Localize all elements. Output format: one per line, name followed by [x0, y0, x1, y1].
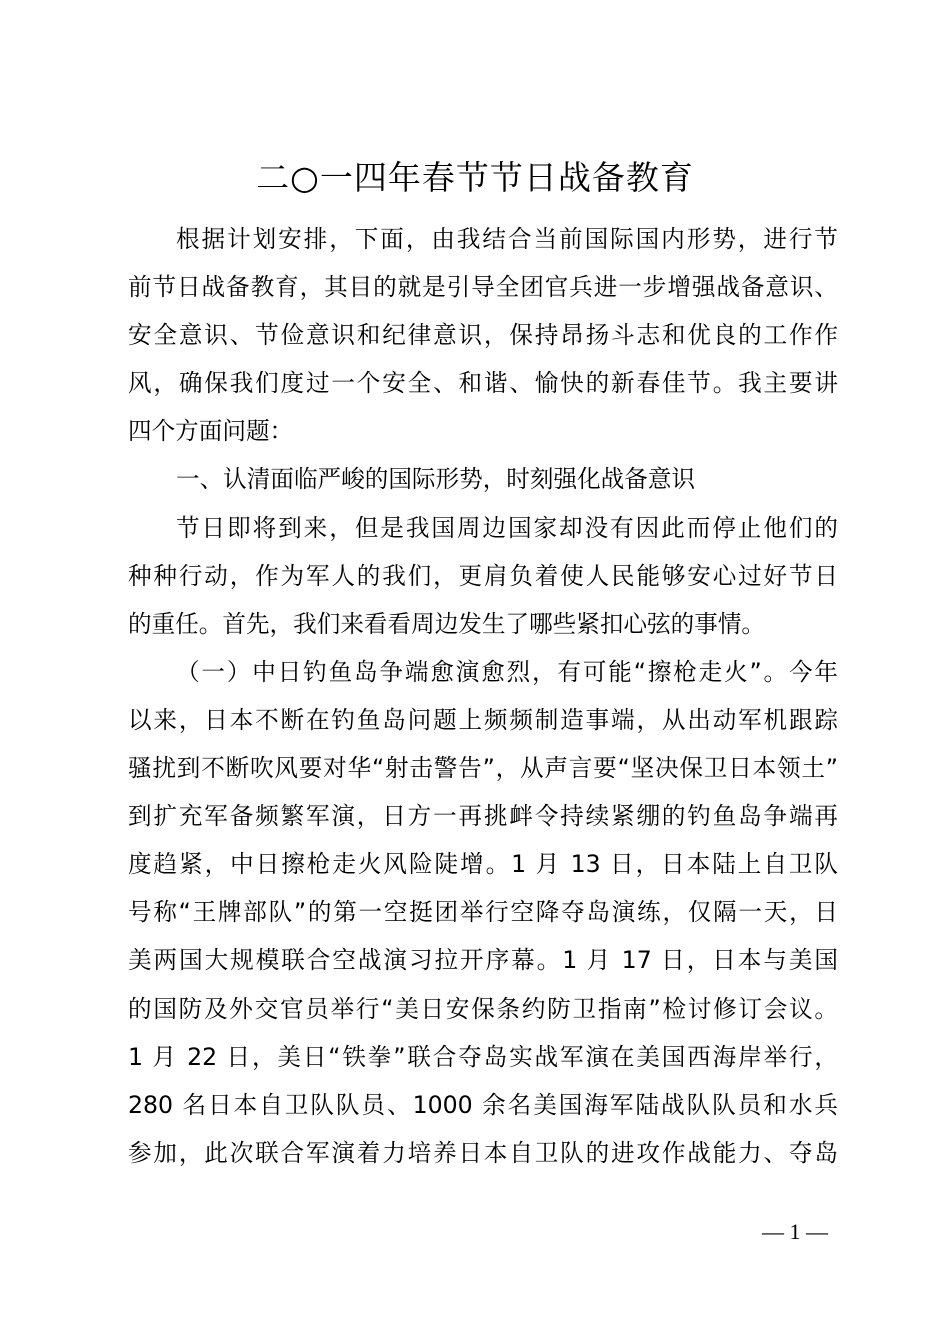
paragraph-line: 以来，日本不断在钓鱼岛问题上频频制造事端，从出动军机跟踪 [128, 705, 838, 734]
paragraph-line: 风，确保我们度过一个安全、和谐、愉快的新春佳节。我主要讲 [128, 369, 838, 398]
paragraph-line: 280 名日本自卫队队员、1000 余名美国海军陆战队队员和水兵 [128, 1090, 838, 1119]
paragraph-line: 号称“王牌部队”的第一空挺团举行空降夺岛演练，仅隔一天，日 [128, 898, 838, 927]
paragraph-line: 前节日战备教育，其目的就是引导全团官兵进一步增强战备意识、 [128, 273, 838, 302]
paragraph-line: 根据计划安排，下面，由我结合当前国际国内形势，进行节 [176, 225, 838, 253]
paragraph-line: 四个方面问题： [128, 417, 294, 446]
paragraph-line: 的重任。首先，我们来看看周边发生了哪些紧扣心弦的事情。 [128, 609, 766, 638]
paragraph-line: 1 月 22 日，美日“铁拳”联合夺岛实战军演在美国西海岸举行， [128, 1042, 838, 1071]
paragraph-line: 节日即将到来，但是我国周边国家却没有因此而停止他们的 [176, 513, 838, 542]
page-number: — 1 — [762, 1219, 828, 1244]
paragraph-line: 度趋紧，中日擦枪走火风险陡增。1 月 13 日，日本陆上自卫队 [128, 850, 838, 879]
paragraph-line: 到扩充军备频繁军演，日方一再挑衅令持续紧绷的钓鱼岛争端再 [128, 802, 838, 831]
document-title: 二○一四年春节节日战备教育 [256, 158, 694, 197]
paragraph-line: 的国防及外交官员举行“美日安保条约防卫指南”检讨修订会议。 [128, 994, 838, 1023]
paragraph-line: 骚扰到不断吹风要对华“射击警告”，从声言要“坚决保卫日本领土” [128, 754, 838, 783]
section-heading: 一、认清面临严峻的国际形势，时刻强化战备意识 [176, 465, 696, 494]
paragraph-line: 美两国大规模联合空战演习拉开序幕。1 月 17 日，日本与美国 [128, 946, 838, 975]
document-body [128, 215, 838, 1177]
paragraph-line: 安全意识、节俭意识和纪律意识，保持昂扬斗志和优良的工作作 [128, 321, 838, 350]
paragraph-line: 种种行动，作为军人的我们，更肩负着使人民能够安心过好节日 [128, 561, 838, 590]
paragraph-line: （一）中日钓鱼岛争端愈演愈烈，有可能“擦枪走火”。今年 [176, 657, 838, 686]
paragraph-line: 参加，此次联合军演着力培养日本自卫队的进攻作战能力、夺岛 [128, 1138, 838, 1167]
